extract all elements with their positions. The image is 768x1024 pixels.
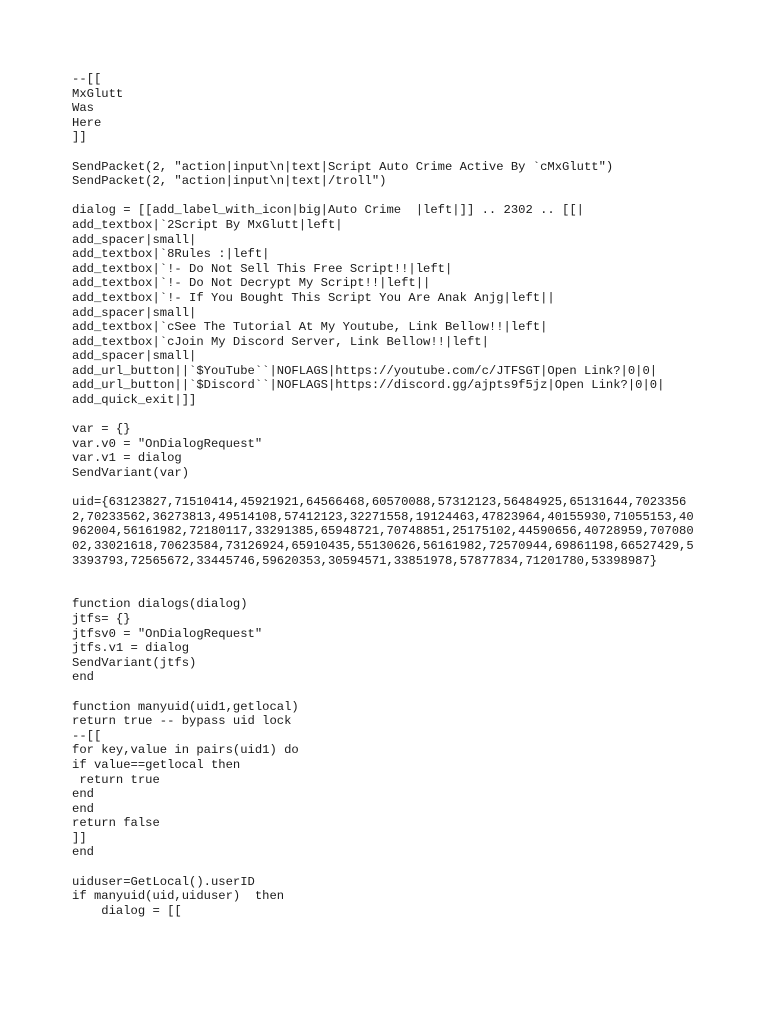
code-line: dialog = [[add_label_with_icon|big|Auto Crime |left|]] .. 2302 .. [[| xyxy=(72,203,584,218)
code-line xyxy=(72,948,698,963)
code-line: var.v1 = dialog xyxy=(72,451,182,466)
code-line xyxy=(72,481,698,496)
code-line: end xyxy=(72,845,94,860)
code-line xyxy=(72,918,698,933)
code-line: return false xyxy=(72,816,160,831)
code-line xyxy=(72,685,698,700)
code-line: SendPacket(2, "action|input\n|text|/troll") xyxy=(72,174,387,189)
code-line: --[[ xyxy=(72,728,102,743)
code-line xyxy=(72,860,698,875)
code-line: add_textbox|`!- Do Not Decrypt My Script!!|left|| xyxy=(72,276,431,291)
code-line: end xyxy=(72,787,94,802)
code-line: end xyxy=(72,670,94,685)
code-line: return true xyxy=(72,772,160,787)
code-line: jtfs= {} xyxy=(72,611,131,626)
code-line: var.v0 = "OnDialogRequest" xyxy=(72,436,263,451)
code-line: jtfsv0 = "OnDialogRequest" xyxy=(72,626,263,641)
code-line: add_textbox|`!- Do Not Sell This Free Script!!|left| xyxy=(72,261,453,276)
code-line: var = {} xyxy=(72,422,131,437)
code-line: add_spacer|small| xyxy=(72,305,197,320)
code-line: add_spacer|small| xyxy=(72,349,197,364)
code-line: SendVariant(jtfs) xyxy=(72,655,197,670)
code-line: function manyuid(uid1,getlocal) xyxy=(72,699,299,714)
code-line: dialog = [[ xyxy=(72,903,182,918)
code-line xyxy=(72,568,698,583)
code-line: if manyuid(uid,uiduser) then xyxy=(72,889,285,904)
code-line: add_url_button||`$YouTube``|NOFLAGS|https://youtube.com/c/JTFSGT|Open Link?|0|0| xyxy=(72,363,658,378)
code-line xyxy=(72,145,698,160)
code-line xyxy=(72,583,698,598)
code-listing xyxy=(72,72,698,962)
code-line: add_quick_exit|]] xyxy=(72,393,197,408)
code-line: add_textbox|`cJoin My Discord Server, Link Bellow!!|left| xyxy=(72,334,489,349)
code-line: uiduser=GetLocal().userID xyxy=(72,874,255,889)
code-line: jtfs.v1 = dialog xyxy=(72,641,190,656)
code-line: MxGlutt xyxy=(72,86,124,101)
code-line xyxy=(72,189,698,204)
code-line: add_textbox|`!- If You Bought This Script You Are Anak Anjg|left|| xyxy=(72,290,555,305)
code-line: add_textbox|`2Script By MxGlutt|left| xyxy=(72,217,343,232)
code-line xyxy=(72,408,698,423)
code-line: ]] xyxy=(72,130,87,145)
code-line: add_textbox|`cSee The Tutorial At My Youtube, Link Bellow!!|left| xyxy=(72,320,548,335)
code-line: Was xyxy=(72,101,94,116)
uid-list-line: uid={63123827,71510414,45921921,64566468,60570088,57312123,56484925,65131644,70233562,70233562,36273813,49514108,57412123,32271558,19124463,47823964,40155930,71055153,40962004,56161982,72180117,33291385,65948721,70748851,25175102,44590656,40728959,70708002,33021618,70623584,73126924,65910435,55130626,56161982,72570944,69861198,66527429,53393793,72565672,33445746,59620353,30594571,33851978,57877834,71201780,53398987} xyxy=(72,495,694,568)
code-line: SendPacket(2, "action|input\n|text|Script Auto Crime Active By `cMxGlutt") xyxy=(72,159,614,174)
code-line: Here xyxy=(72,115,102,130)
code-line: add_spacer|small| xyxy=(72,232,197,247)
code-line xyxy=(72,933,698,948)
code-line: end xyxy=(72,801,94,816)
code-line: add_textbox|`8Rules :|left| xyxy=(72,247,270,262)
code-line: --[[ xyxy=(72,72,102,86)
code-line: return true -- bypass uid lock xyxy=(72,714,292,729)
code-line: SendVariant(var) xyxy=(72,466,190,481)
code-line: ]] xyxy=(72,830,87,845)
code-line: for key,value in pairs(uid1) do xyxy=(72,743,299,758)
code-line: if value==getlocal then xyxy=(72,757,241,772)
code-line: function dialogs(dialog) xyxy=(72,597,248,612)
code-line: add_url_button||`$Discord``|NOFLAGS|https://discord.gg/ajpts9f5jz|Open Link?|0|0| xyxy=(72,378,665,393)
